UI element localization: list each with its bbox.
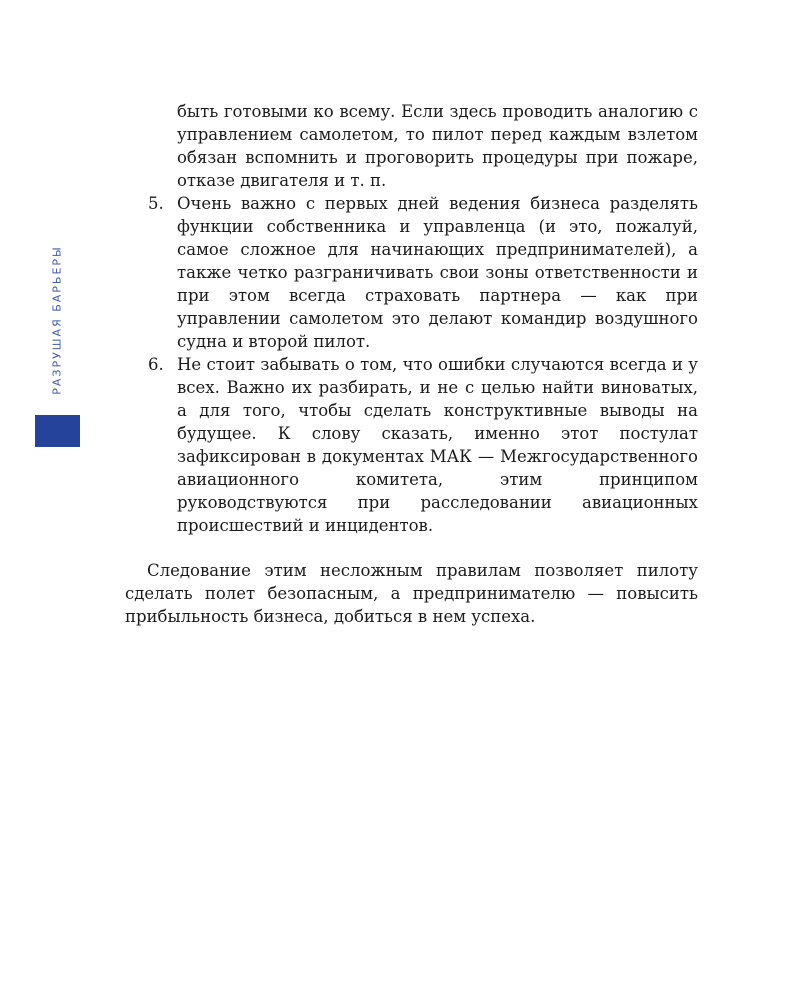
page-body [125,100,698,628]
conclusion-paragraph: Следование этим несложным правилам позволяет пилоту сделать полет безопасным, а предпринимателю — повысить прибыльность бизнеса, добиться в нем успеха. [125,561,698,626]
list-item-text: Не стоит забывать о том, что ошибки случаются всегда и у всех. Важно их разбирать, и не с целью найти виноватых, а для того, чтобы сделать конструктивные выводы на будущее. К слову сказать, именно этот постулат зафиксирован в документах МАК — Межгосударственного авиационного комитета, этим принципом руководствуются при расследовании авиационных происшествий и инцидентов. [177,355,698,535]
list-item-text: Очень важно с первых дней ведения бизнеса разделять функции собственника и управленца (и это, пожалуй, самое сложное для начинающих предпринимателей), а также четко разграничивать свои зоны ответственности и при этом всегда страховать партнера — как при управлении самолетом это делают командир воздушного судна и второй пилот. [177,194,698,351]
list-item [148,192,698,353]
list-item-number: 5. [148,194,164,213]
chapter-color-tab [35,415,80,447]
list-item-number: 6. [148,355,164,374]
numbered-list [125,192,698,537]
continued-paragraph: быть готовыми ко всему. Если здесь проводить аналогию с управлением самолетом, то пилот перед каждым взлетом обязан вспомнить и проговорить процедуры при пожаре, отказе двигателя и т. п. [177,102,698,190]
list-item [148,353,698,537]
chapter-side-label: РАЗРУШАЯ БАРЬЕРЫ [50,245,64,395]
